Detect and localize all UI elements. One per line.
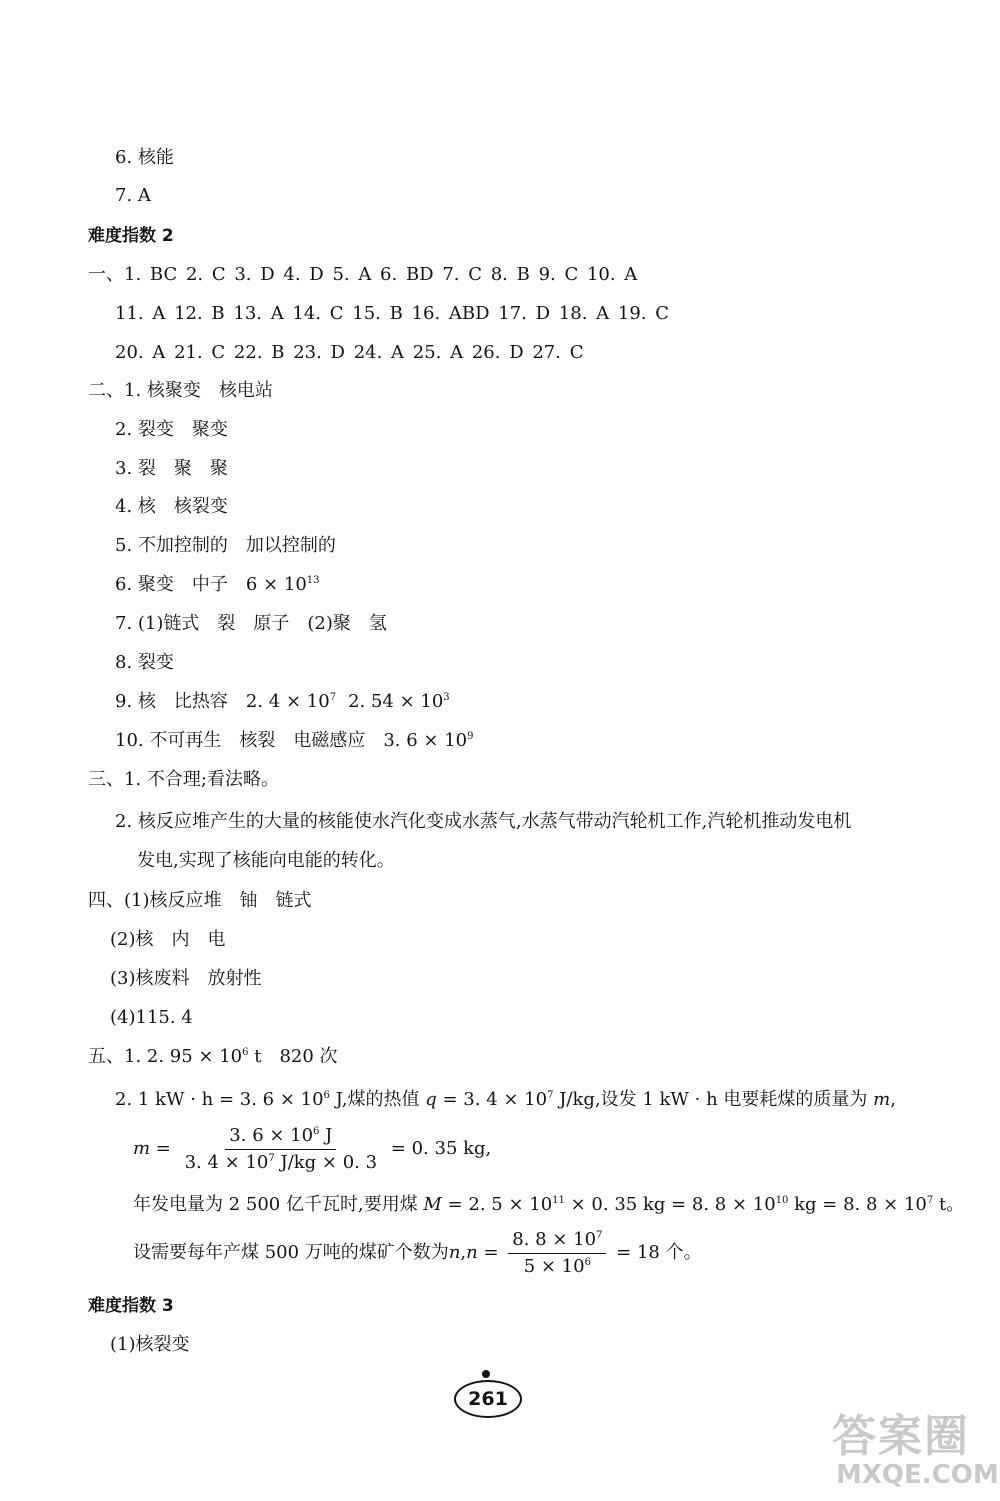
y-c: kg = 8. 8 × 10: [788, 1194, 927, 1215]
n-comma: ,: [460, 1242, 467, 1263]
fill-3: 3. 裂 聚 聚: [115, 458, 228, 479]
fill-5: 5. 不加控制的 加以控制的: [115, 535, 336, 556]
fill-6-exponent: 13: [306, 575, 320, 586]
calc-1-post: t 820 次: [248, 1046, 338, 1067]
n-equals: =: [477, 1242, 505, 1263]
fill-10: [115, 729, 474, 753]
calc-2-a: 2. 1 kW · h = 3. 6 × 10: [115, 1089, 324, 1110]
mine-fraction: [508, 1229, 606, 1278]
eq-equals: =: [150, 1138, 177, 1159]
watermark-url: MXQE.COM: [836, 1460, 999, 1490]
num-exp: 6: [313, 1125, 320, 1137]
fill-9-mid: 2. 54 × 10: [348, 691, 444, 712]
reading-3: (3)核废料 放射性: [110, 968, 262, 989]
calc-2-m: m: [873, 1089, 891, 1110]
fill-9-exponent-1: 7: [329, 692, 337, 703]
reading-1: 四、(1)核反应堆 铀 链式: [88, 890, 312, 911]
calc-2-c-exp: 7: [547, 1090, 554, 1101]
equation-fraction: [181, 1125, 381, 1174]
section-heading-level2: 难度指数 2: [88, 226, 174, 246]
page-number: 261: [454, 1380, 522, 1418]
mc-row-1: 一、1. BC 2. C 3. D 4. D 5. A 6. BD 7. C 8. B 9. C 10. A: [88, 264, 638, 285]
short-answer-1: 三、1. 不合理;看法略。: [88, 769, 279, 790]
mc-row-2: 11. A 12. B 13. A 14. C 15. B 16. ABD 17. D 18. A 19. C: [115, 303, 669, 324]
short-answer-2-line2: 发电,实现了核能向电能的转化。: [137, 850, 395, 871]
fill-4: 4. 核 核裂变: [115, 496, 228, 517]
y-d: t。: [933, 1194, 965, 1215]
fill-9-text: 9. 核 比热容 2. 4 × 10: [115, 691, 330, 712]
y-a: = 2. 5 × 10: [441, 1194, 553, 1215]
y-b: × 0. 35 kg = 8. 8 × 10: [564, 1194, 776, 1215]
page-number-dot: [482, 1370, 490, 1378]
short-answer-2-line1: 2. 核反应堆产生的大量的核能使水汽化变成水蒸气,水蒸气带动汽轮机工作,汽轮机推动发电机: [115, 811, 852, 832]
num-post: J: [319, 1124, 333, 1146]
calc-2-intro: [115, 1088, 896, 1112]
n-den-exp: 6: [584, 1256, 591, 1268]
n-var-1: n: [448, 1242, 461, 1263]
fill-10-text: 10. 不可再生 核裂 电磁感应 3. 6 × 10: [115, 730, 468, 751]
num-pre: 3. 6 × 10: [229, 1124, 314, 1146]
mc-row-3: 20. A 21. C 22. B 23. D 24. A 25. A 26. D 27. C: [115, 342, 584, 363]
fill-1: 二、1. 核聚变 核电站: [88, 380, 273, 401]
eq-m: m: [133, 1138, 151, 1159]
fill-6-text: 6. 聚变 中子 6 × 10: [115, 574, 307, 595]
fill-9-exponent-2: 3: [443, 692, 450, 703]
watermark-title: 答案圈: [832, 1411, 970, 1462]
fill-2: 2. 裂变 聚变: [115, 419, 228, 440]
calc-2-c: = 3. 4 × 10: [436, 1089, 548, 1110]
reading-4: (4)115. 4: [110, 1007, 193, 1028]
calc-2-d: J/kg,设发 1 kW · h 电要耗煤的质量为: [553, 1089, 874, 1110]
eq-result: = 0. 35 kg,: [385, 1138, 492, 1159]
equation-mass: [133, 1124, 491, 1174]
n-var-2: n: [466, 1242, 478, 1263]
fraction-numerator: [225, 1125, 336, 1150]
calc-1: [88, 1045, 338, 1069]
y-c-exp: 7: [926, 1195, 934, 1206]
fill-7: 7. (1)链式 裂 原子 (2)聚 氢: [115, 613, 387, 634]
y-M: M: [423, 1194, 442, 1215]
answer-7: 7. A: [115, 185, 151, 206]
fill-10-exponent: 9: [467, 731, 474, 742]
n-num-pre: 8. 8 × 10: [512, 1228, 597, 1250]
section-heading-level3: 难度指数 3: [88, 1296, 174, 1316]
mine-count-line: [133, 1228, 702, 1278]
n-den-pre: 5 × 10: [523, 1255, 585, 1277]
calc-2-e: ,: [890, 1089, 896, 1110]
n-num-exp: 7: [596, 1229, 603, 1241]
y-b-exp: 10: [775, 1195, 789, 1206]
mine-fraction-numerator: [508, 1229, 606, 1254]
level3-answer-1: (1)核裂变: [110, 1334, 190, 1355]
calc-2-q: q: [425, 1089, 437, 1110]
annual-coal-line: [133, 1193, 964, 1217]
y-a-exp: 11: [552, 1195, 565, 1206]
fill-8: 8. 裂变: [115, 652, 174, 673]
calc-1-exponent: 6: [242, 1047, 249, 1058]
fraction-denominator: [181, 1150, 381, 1174]
fill-9: [115, 690, 450, 714]
n-result: = 18 个。: [610, 1242, 702, 1263]
den-post: J/kg × 0. 3: [274, 1151, 378, 1173]
y-pre: 年发电量为 2 500 亿千瓦时,要用煤: [133, 1194, 424, 1215]
den-exp: 7: [268, 1152, 275, 1164]
mine-fraction-denominator: [520, 1254, 595, 1278]
answer-6: 6. 核能: [115, 147, 174, 168]
fill-6: [115, 573, 320, 597]
calc-2-b: J,煤的热值: [329, 1089, 426, 1110]
n-pre: 设需要每年产煤 500 万吨的煤矿个数为: [133, 1242, 449, 1263]
reading-2: (2)核 内 电: [110, 929, 226, 950]
den-pre: 3. 4 × 10: [184, 1151, 269, 1173]
calc-2-a-exp: 6: [323, 1090, 330, 1101]
calc-1-pre: 五、1. 2. 95 × 10: [88, 1046, 243, 1067]
